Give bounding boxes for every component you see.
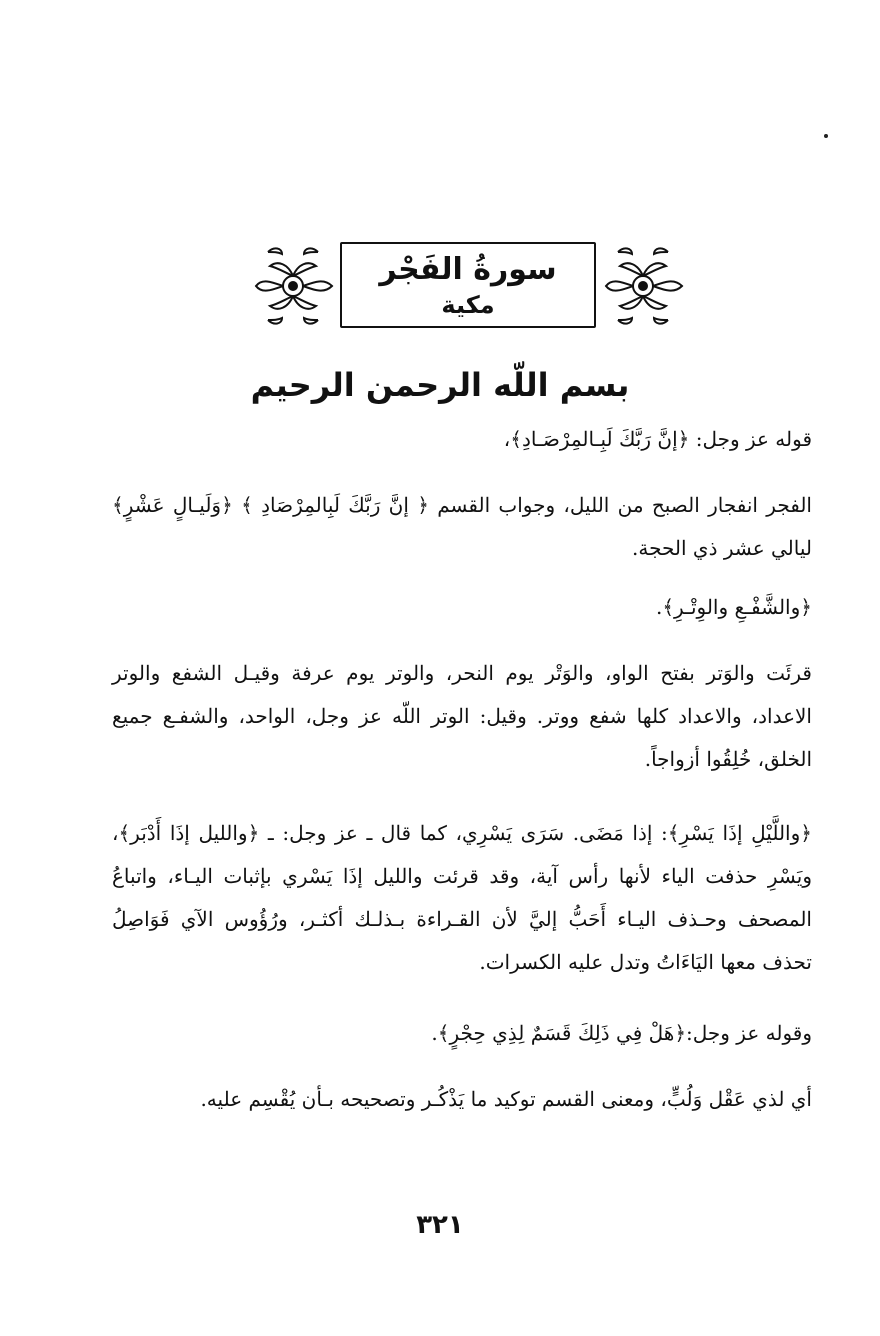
paragraph-shaf-watr-verse: ﴿والشَّفْـعِ والوِتْـرِ﴾. [655, 595, 812, 619]
basmala-heading: بسم اللّه الرحمن الرحيم [250, 366, 630, 404]
paragraph-fajr-explanation: الفجر انفجار الصبح من الليل، وجواب القسم ﴿ إنَّ رَبَّكَ لَبِالمِرْصَادِ ﴾ ﴿وَلَيـالٍ عَشْرٍ﴾ ليالي عشر ذي الحجة. [112, 493, 812, 560]
floral-ornament-icon [248, 238, 338, 334]
paragraph-qasam-verse: وقوله عز وجل:﴿هَلْ فِي ذَلِكَ قَسَمٌ لِذِي حِجْرٍ﴾. [431, 1021, 812, 1045]
floral-ornament-icon [598, 238, 688, 334]
paragraph-qasam-explanation: أي لذي عَقْل وَلُبٍّ، ومعنى القسم توكيد ما يَذْكُـر وتصحيحه بـأن يُقْسِم عليه. [200, 1087, 812, 1111]
paragraph-layl-explanation: ﴿واللَّيْلِ إذَا يَسْرِ﴾: إذا مَضَى. سَرَى يَسْرِي، كما قال ـ عز وجل: ـ ﴿والليل إذَا أَدْبَر﴾، ويَسْرِ حذفت الياء لأنها رأس آية، وقد قرئت والليل إذَا يَسْري بإثبات اليـاء، واتباعُ المصحف وحـذف اليـاء أَحَبُّ إليَّ لأن القـراءة بـذلـك أكثـر، ورُؤُوس الآي فَوَاصِلُ تحذف معها اليَاءَاتُ وتدل عليه الكسرات. [112, 821, 812, 974]
surah-header-banner [248, 238, 688, 334]
paragraph-watr-explanation: قرئَت والوَتر بفتح الواو، والوَتْر يوم النحر، والوتر يوم عرفة وقيـل الشفع والوتر الاعداد، والاعداد كلها شفع ووتر. وقيل: الوتر اللّه عز وجل، الواحد، والشفـع جميع الخلق، خُلِقُوا أزواجاً. [112, 661, 812, 771]
surah-type: مكية [441, 291, 495, 319]
surah-title-frame [340, 242, 596, 328]
surah-title: سورةُ الفَجْر [379, 252, 557, 287]
paragraph-verse-intro: قوله عز وجل: ﴿إنَّ رَبَّكَ لَبِـالمِرْصَـادِ﴾، [503, 427, 812, 451]
page-number: ٣٢١ [416, 1210, 464, 1240]
ink-speck [824, 134, 828, 138]
